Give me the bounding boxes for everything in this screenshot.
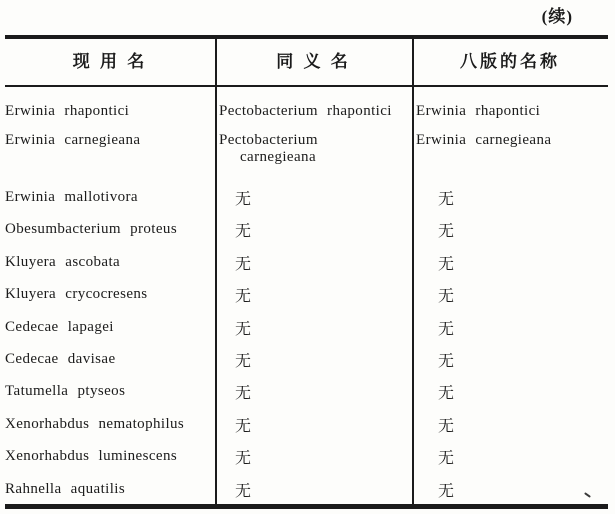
table-body bbox=[5, 87, 608, 504]
cell-current-name: Erwinia carnegieana bbox=[5, 132, 141, 149]
table-row bbox=[5, 343, 608, 375]
cell-eighth-edition-name: 无 bbox=[438, 385, 455, 403]
cell-eighth-edition-name: 无 bbox=[438, 482, 455, 500]
table-header-row bbox=[5, 39, 608, 85]
cell-synonym: 无 bbox=[235, 417, 252, 435]
table-row bbox=[5, 246, 608, 278]
cell-current-name: Kluyera ascobata bbox=[5, 253, 121, 270]
cell-synonym: 无 bbox=[235, 223, 252, 241]
table-row bbox=[5, 181, 608, 213]
table-row bbox=[5, 279, 608, 311]
cell-current-name: Cedecae lapagei bbox=[5, 318, 114, 335]
cell-eighth-edition-name: 无 bbox=[438, 191, 455, 209]
cell-current-name: Kluyera crycocresens bbox=[5, 286, 148, 303]
cell-synonym: Pectobacterium carnegieana bbox=[219, 132, 318, 166]
cell-synonym: 无 bbox=[235, 288, 252, 306]
cell-eighth-edition-name: Erwinia carnegieana bbox=[416, 132, 552, 149]
cell-current-name: Cedecae davisae bbox=[5, 351, 116, 368]
cell-current-name: Erwinia rhapontici bbox=[5, 102, 130, 119]
cell-eighth-edition-name: 无 bbox=[438, 223, 455, 241]
cell-synonym: 无 bbox=[235, 450, 252, 468]
cell-eighth-edition-name: Erwinia rhapontici bbox=[416, 102, 541, 119]
cell-synonym: 无 bbox=[235, 320, 252, 338]
continued-label: (续) bbox=[541, 7, 573, 26]
cell-current-name: Rahnella aquatilis bbox=[5, 480, 126, 497]
cell-synonym: 无 bbox=[235, 191, 252, 209]
cell-eighth-edition-name: 无 bbox=[438, 450, 455, 468]
table-row bbox=[5, 311, 608, 343]
cell-synonym: 无 bbox=[235, 482, 252, 500]
cell-synonym: 无 bbox=[235, 353, 252, 371]
column-header-current-name: 现 用 名 bbox=[72, 52, 148, 71]
cell-eighth-edition-name: 无 bbox=[438, 320, 455, 338]
cell-synonym: 无 bbox=[235, 385, 252, 403]
table-bottom-border bbox=[5, 504, 608, 509]
cell-eighth-edition-name: 无 bbox=[438, 353, 455, 371]
cell-current-name: Obesumbacterium proteus bbox=[5, 221, 178, 238]
cell-current-name: Erwinia mallotivora bbox=[5, 189, 138, 206]
table-row bbox=[5, 214, 608, 246]
column-header-eighth-edition-name: 八版的名称 bbox=[460, 52, 560, 71]
column-divider-2 bbox=[412, 35, 414, 509]
column-header-synonym: 同 义 名 bbox=[276, 52, 351, 71]
cell-current-name: Tatumella ptyseos bbox=[5, 383, 126, 400]
bacteria-nomenclature-table bbox=[5, 35, 608, 509]
cell-current-name: Xenorhabdus nematophilus bbox=[5, 415, 185, 432]
cell-eighth-edition-name: 无 bbox=[438, 288, 455, 306]
table-row bbox=[5, 441, 608, 473]
cell-eighth-edition-name: 无 bbox=[438, 417, 455, 435]
column-divider-1 bbox=[215, 35, 217, 509]
table-row bbox=[5, 127, 608, 181]
cell-current-name: Xenorhabdus luminescens bbox=[5, 448, 178, 465]
table-row bbox=[5, 376, 608, 408]
table-row bbox=[5, 473, 608, 504]
cell-eighth-edition-name: 无 bbox=[438, 255, 455, 273]
cell-synonym: Pectobacterium rhapontici bbox=[219, 102, 392, 119]
cell-synonym: 无 bbox=[235, 255, 252, 273]
table-row bbox=[5, 95, 608, 127]
table-row bbox=[5, 408, 608, 440]
